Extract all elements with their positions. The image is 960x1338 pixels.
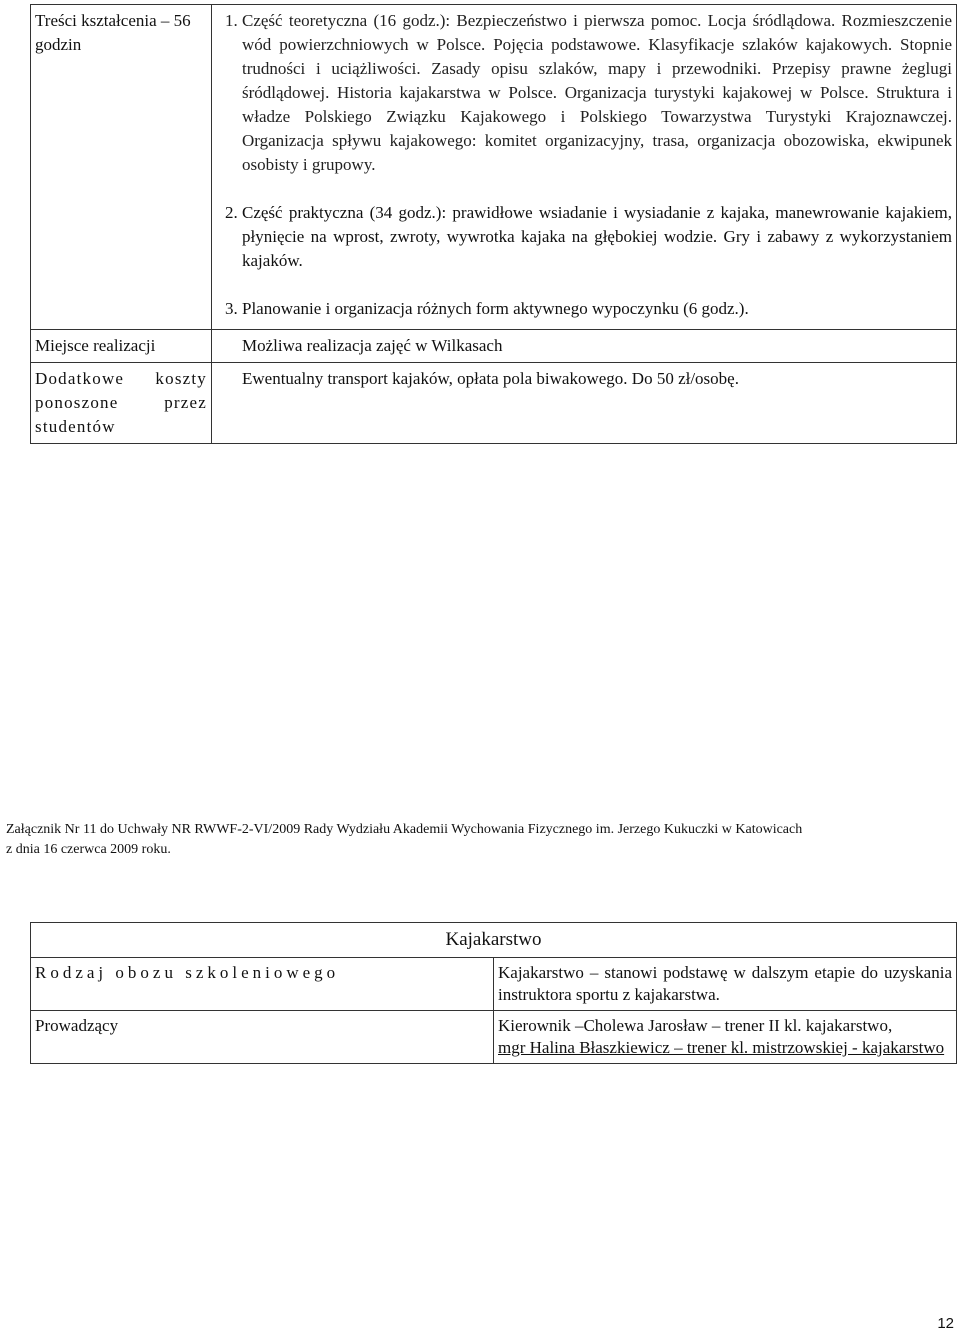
title-row	[31, 923, 957, 958]
type-label	[31, 958, 494, 1011]
leaders-value	[494, 1011, 957, 1064]
course-content-table	[30, 4, 957, 444]
content-value	[212, 5, 957, 330]
list-item: 3. Planowanie i organizacja różnych form aktywnego wypoczynku (6 godz.).	[242, 297, 952, 321]
place-value: Możliwa realizacja zajęć w Wilkasach	[212, 330, 957, 363]
annex-date: z dnia 16 czerwca 2009 roku.	[6, 842, 171, 857]
page-number: 12	[937, 1315, 954, 1332]
content-list	[216, 9, 952, 321]
content-row	[31, 5, 957, 330]
content-label	[31, 5, 212, 330]
type-value: Kajakarstwo – stanowi podstawę w dalszym etapie do uzyskania instruktora sportu z kajakarstwa.	[494, 958, 957, 1011]
place-label: Miejsce realizacji	[31, 330, 212, 363]
costs-row	[31, 363, 957, 444]
type-label-text: Rodzaj obozu szkoleniowego	[35, 963, 340, 982]
content-label-text: Treści kształcenia – 56 godzin	[35, 11, 191, 54]
list-item: 2. Część praktyczna (34 godz.): prawidłowe wsiadanie i wysiadanie z kajaka, manewrowanie kajakiem, płynięcie na wprost, zwroty, wywrotka kajaka na głębokiej wodzie. Gry i zabawy z wykorzystaniem kajaków.	[242, 201, 952, 273]
table-title: Kajakarstwo	[31, 923, 957, 958]
place-row	[31, 330, 957, 363]
list-item: 1. Część teoretyczna (16 godz.): Bezpieczeństwo i pierwsza pomoc. Locja śródlądowa. Rozmieszczenie wód powierzchniowych w Polsce. Pojęcia podstawowe. Klasyfikacje szlaków kajakowych. Stopnie trudności i uciążliwości. Zasady opisu szlaków, mapy i przewodniki. Przepisy prawne żeglugi śródlądowej. Historia kajakarstwa w Polsce. Organizacja turystyki kajakowej w Polsce. Struktura i władze Polskiego Związku Kajakowego i Polskiego Towarzystwa Turystyki Krajoznawczej. Organizacja spływu kajakowego: komitet organizacyjny, trasa, organizacja obozowiska, ekwipunek osobisty i grupowy.	[242, 9, 952, 177]
leader-line: Kierownik –Cholewa Jarosław – trener II kl. kajakarstwo,	[498, 1016, 893, 1035]
annex-note	[6, 820, 956, 860]
leaders-row	[31, 1011, 957, 1064]
costs-label: Dodatkowe koszty ponoszone przez studentów	[31, 363, 212, 444]
annex-line: Załącznik Nr 11 do Uchwały NR RWWF-2-VI/2009 Rady Wydziału Akademii Wychowania Fizycznego im. Jerzego Kukuczki w Katowicach	[6, 822, 803, 837]
type-row	[31, 958, 957, 1011]
leader-line: mgr Halina Błaszkiewicz – trener kl. mistrzowskiej - kajakarstwo	[498, 1038, 945, 1057]
camp-info-table	[30, 922, 957, 1064]
leaders-label: Prowadzący	[31, 1011, 494, 1064]
costs-value: Ewentualny transport kajaków, opłata pola biwakowego. Do 50 zł/osobę.	[212, 363, 957, 444]
